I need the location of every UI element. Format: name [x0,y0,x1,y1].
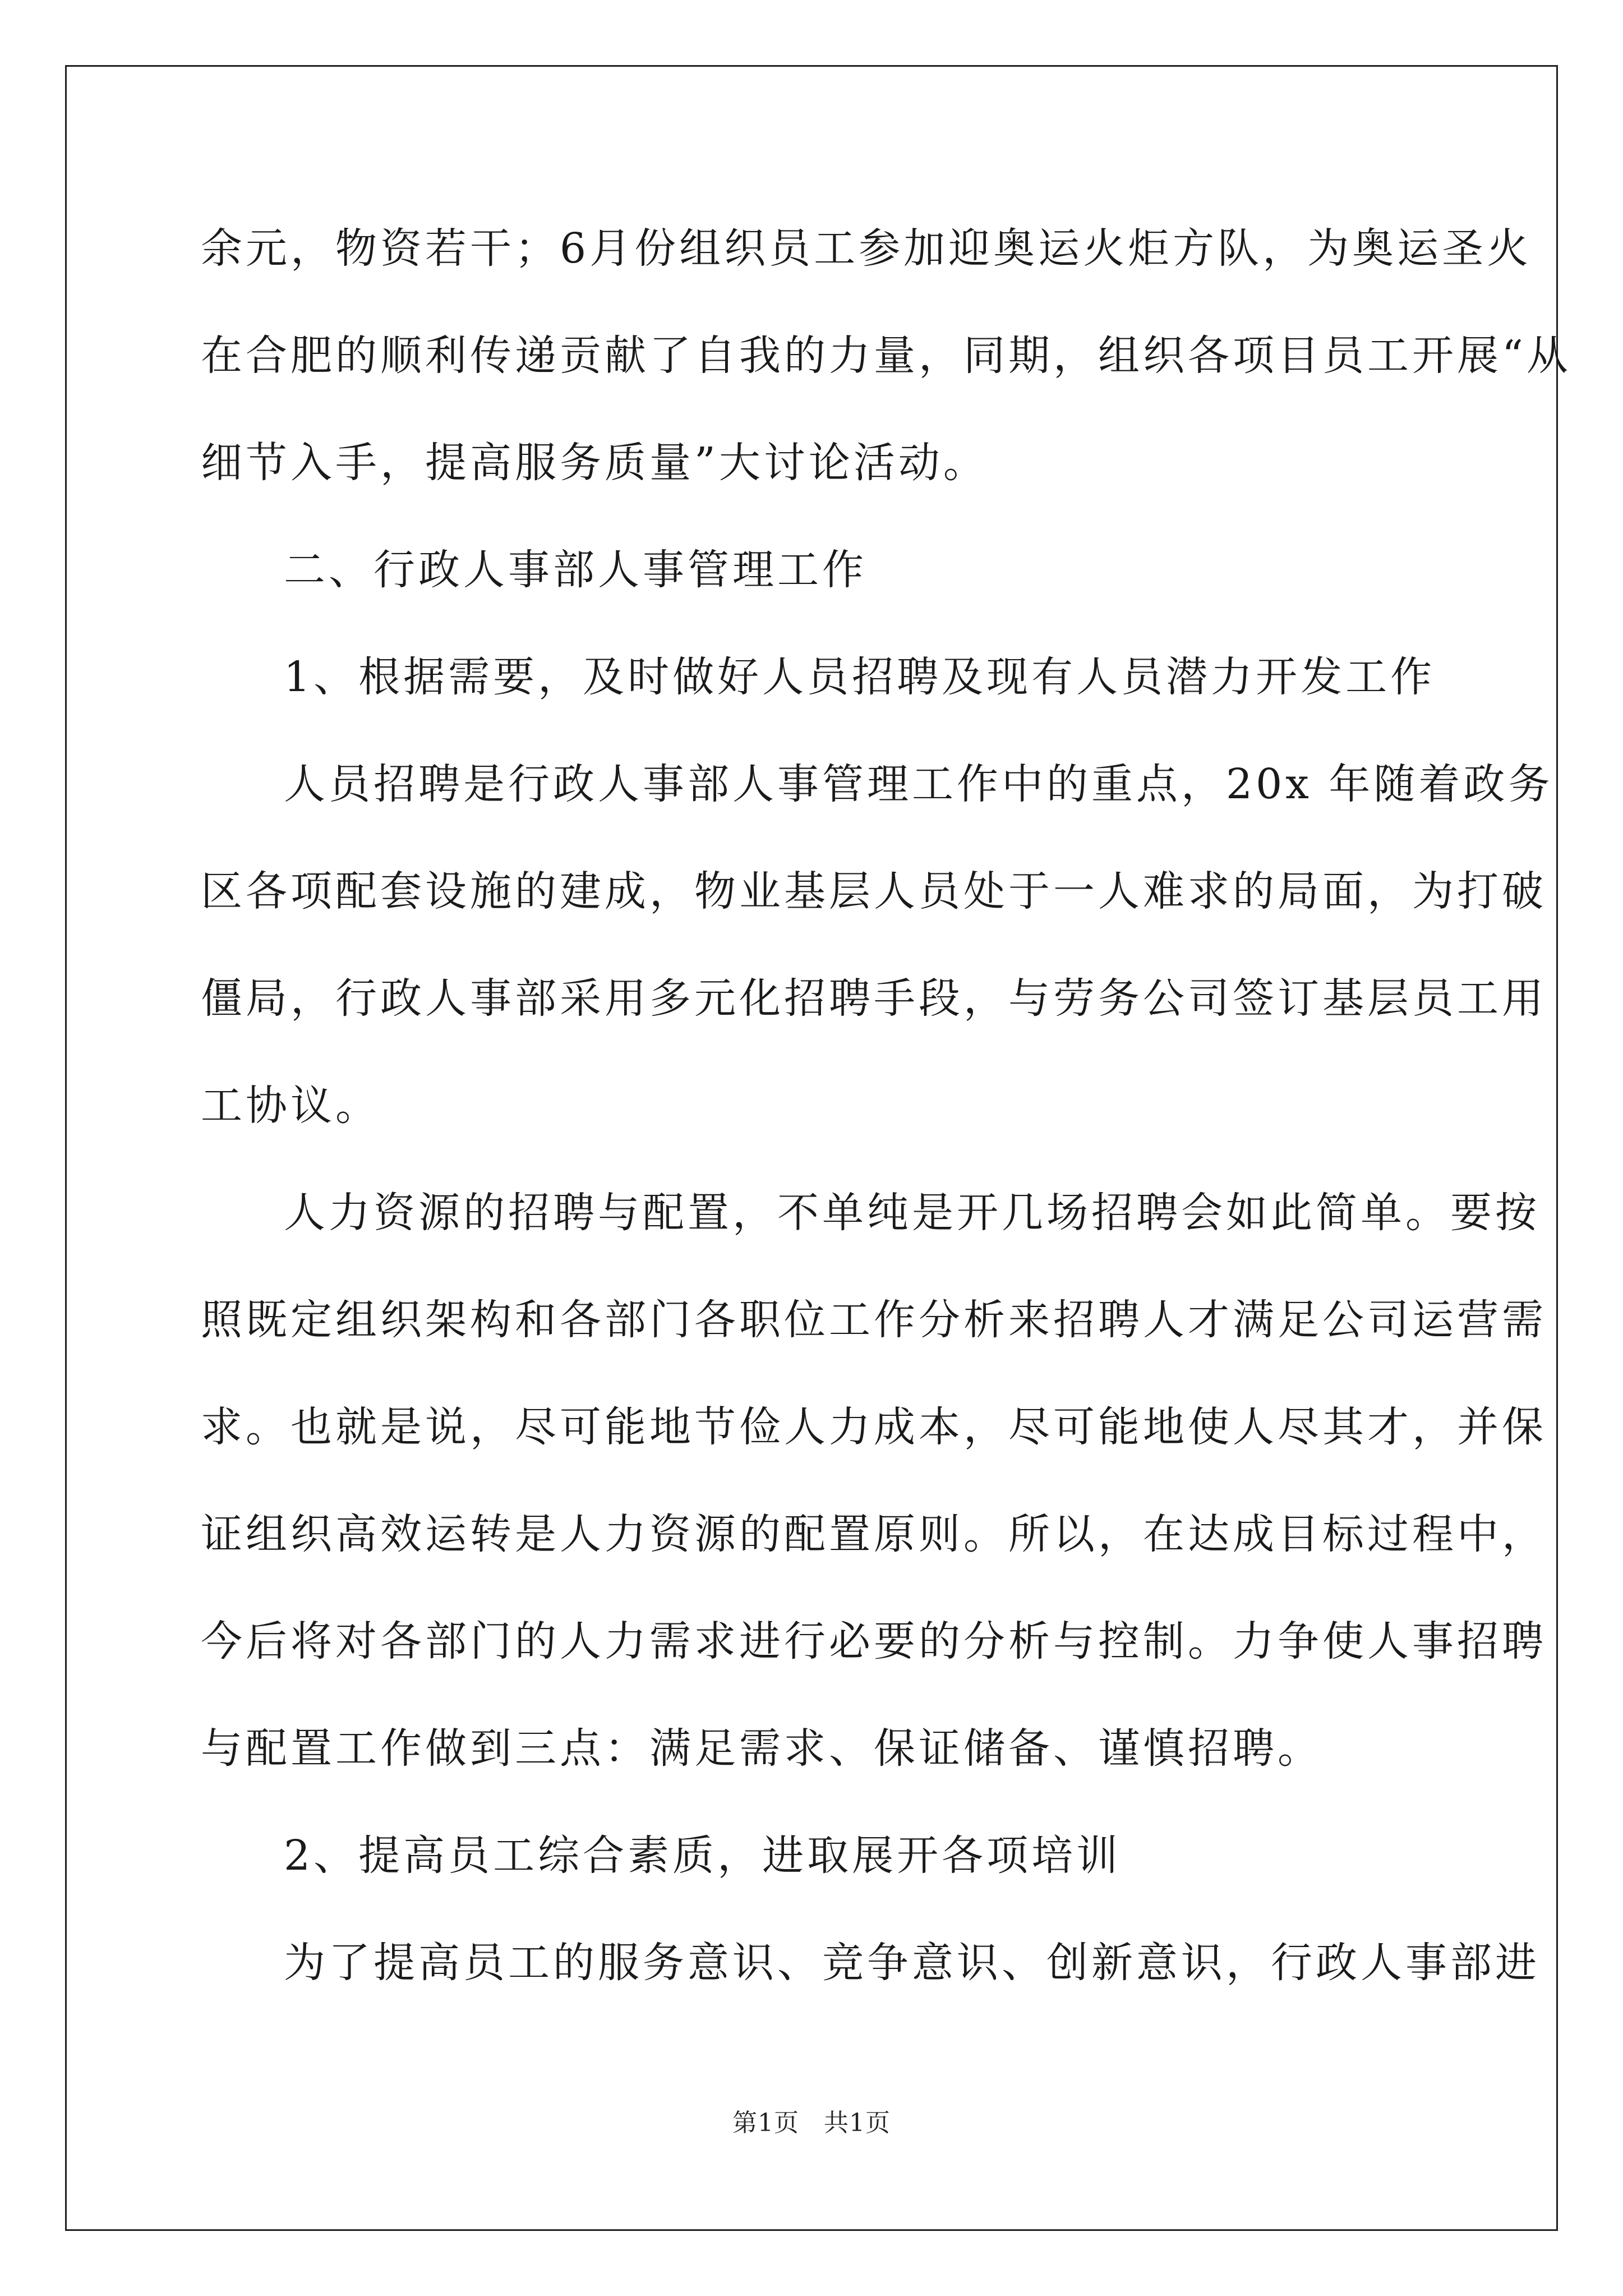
text-line: 余元，物资若干；6月份组织员工参加迎奥运火炬方队，为奥运圣火 [201,224,1532,273]
page-number: 第1页 [732,2109,799,2137]
document-body [201,195,1571,2017]
page-footer [0,2102,1623,2138]
text-line: 区各项配套设施的建成，物业基层人员处于一人难求的局面，为打破 [201,867,1547,915]
text-line: 与配置工作做到三点：满足需求、保证储备、谨慎招聘。 [201,1724,1322,1773]
text-line: 人员招聘是行政人事部人事管理工作中的重点，20x 年随着政务 [284,760,1553,808]
text-line: 求。也就是说，尽可能地节俭人力成本，尽可能地使人尽其才，并保 [201,1403,1547,1451]
text-line: 工协议。 [201,1082,380,1130]
section-heading: 二、行政人事部人事管理工作 [284,546,867,594]
text-line: 今后将对各部门的人力需求进行必要的分析与控制。力争使人事招聘 [201,1617,1547,1665]
text-line: 细节入手，提高服务质量”大讨论活动。 [201,439,988,487]
subsection-heading: 1、根据需要，及时做好人员招聘及现有人员潜力开发工作 [284,653,1436,701]
subsection-heading: 2、提高员工综合素质，进取展开各项培训 [284,1832,1122,1880]
page-total: 共1页 [824,2109,891,2137]
text-line: 证组织高效运转是人力资源的配置原则。所以，在达成目标过程中， [201,1510,1547,1558]
text-line: 为了提高员工的服务意识、竞争意识、创新意识，行政人事部进 [284,1939,1540,1987]
text-line: 在合肥的顺利传递贡献了自我的力量，同期，组织各项目员工开展“从 [201,332,1571,380]
text-line: 照既定组织架构和各部门各职位工作分析来招聘人才满足公司运营需 [201,1296,1547,1344]
text-line: 人力资源的招聘与配置，不单纯是开几场招聘会如此简单。要按 [284,1189,1540,1237]
text-line: 僵局，行政人事部采用多元化招聘手段，与劳务公司签订基层员工用 [201,974,1547,1023]
